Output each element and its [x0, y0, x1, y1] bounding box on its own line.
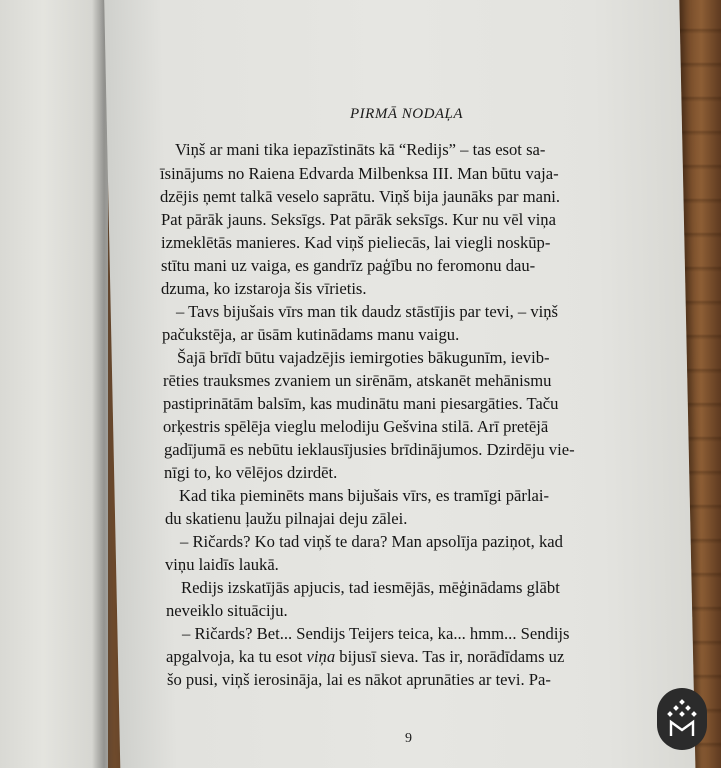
- logo-icon: [667, 698, 697, 740]
- text-line: Pat pārāk jauns. Seksīgs. Pat pārāk seksīgs. Kur nu vēl viņa: [161, 210, 556, 229]
- text-line: – Ričards? Bet... Sendijs Teijers teica, ka... hmm... Sendijs: [182, 624, 570, 643]
- text-line: Šajā brīdī būtu vajadzējis iemirgoties bākugunīm, ievib-: [177, 348, 550, 367]
- text-line: šo pusi, viņš ierosināja, lai es nākot aprunāties ar tevi. Pa-: [167, 670, 551, 689]
- text-line: īsinājums no Raiena Edvarda Milbenksa III. Man būtu vaja-: [160, 164, 559, 183]
- text-line: rēties trauksmes zvaniem un sirēnām, atskanēt mehānismu: [163, 371, 552, 390]
- text-line: izmeklētās manieres. Kad viņš pieliecās, lai viegli noskūp-: [161, 233, 551, 252]
- text-line: gadījumā es nebūtu ieklausījusies brīdinājumos. Dzirdēju vie-: [164, 440, 575, 459]
- text-line: Redijs izskatījās apjucis, tad iesmējās, mēģinādams glābt: [181, 578, 560, 597]
- text-line: – Ričards? Ko tad viņš te dara? Man apsolīja paziņot, kad: [180, 532, 563, 551]
- page-number: 9: [405, 731, 412, 746]
- text-line: du skatienu ļaužu pilnajai deju zālei.: [165, 509, 408, 528]
- text-line: neveiklo situāciju.: [166, 601, 288, 620]
- text-line: nīgi to, ko vēlējos dzirdēt.: [164, 463, 338, 482]
- text-line: pačukstēja, ar ūsām kutinādams manu vaigu.: [162, 325, 460, 344]
- emphasis-word: viņa: [306, 647, 336, 666]
- text-line: dzuma, ko izstaroja šis vīrietis.: [161, 279, 367, 298]
- chapter-header: PIRMĀ NODAĻA: [350, 106, 464, 122]
- text-line: apgalvoja, ka tu esot viņa bijusī sieva. Tas ir, norādīdams uz: [166, 647, 565, 666]
- text-line: pastiprinātām balsīm, kas mudinātu mani piesargāties. Taču: [163, 394, 559, 413]
- text-line: Kad tika pieminēts mans bijušais vīrs, es tramīgi pārlai-: [179, 486, 550, 505]
- watermark-logo: [657, 688, 707, 750]
- text-line: viņu laidīs laukā.: [165, 555, 279, 574]
- text-line: Viņš ar mani tika iepazīstināts kā “Redijs” – tas esot sa-: [175, 140, 546, 159]
- text-line: orķestris spēlēja vieglu melodiju Gešvina stilā. Arī pretējā: [163, 417, 549, 436]
- text-line: dzējis ņemt talkā veselo saprātu. Viņš bija jaunāks par mani.: [160, 187, 561, 206]
- text-line: – Tavs bijušais vīrs man tik daudz stāstījis par tevi, – viņš: [176, 302, 558, 321]
- text-line: stītu mani uz vaiga, es gandrīz paģību no feromonu dau-: [161, 256, 536, 275]
